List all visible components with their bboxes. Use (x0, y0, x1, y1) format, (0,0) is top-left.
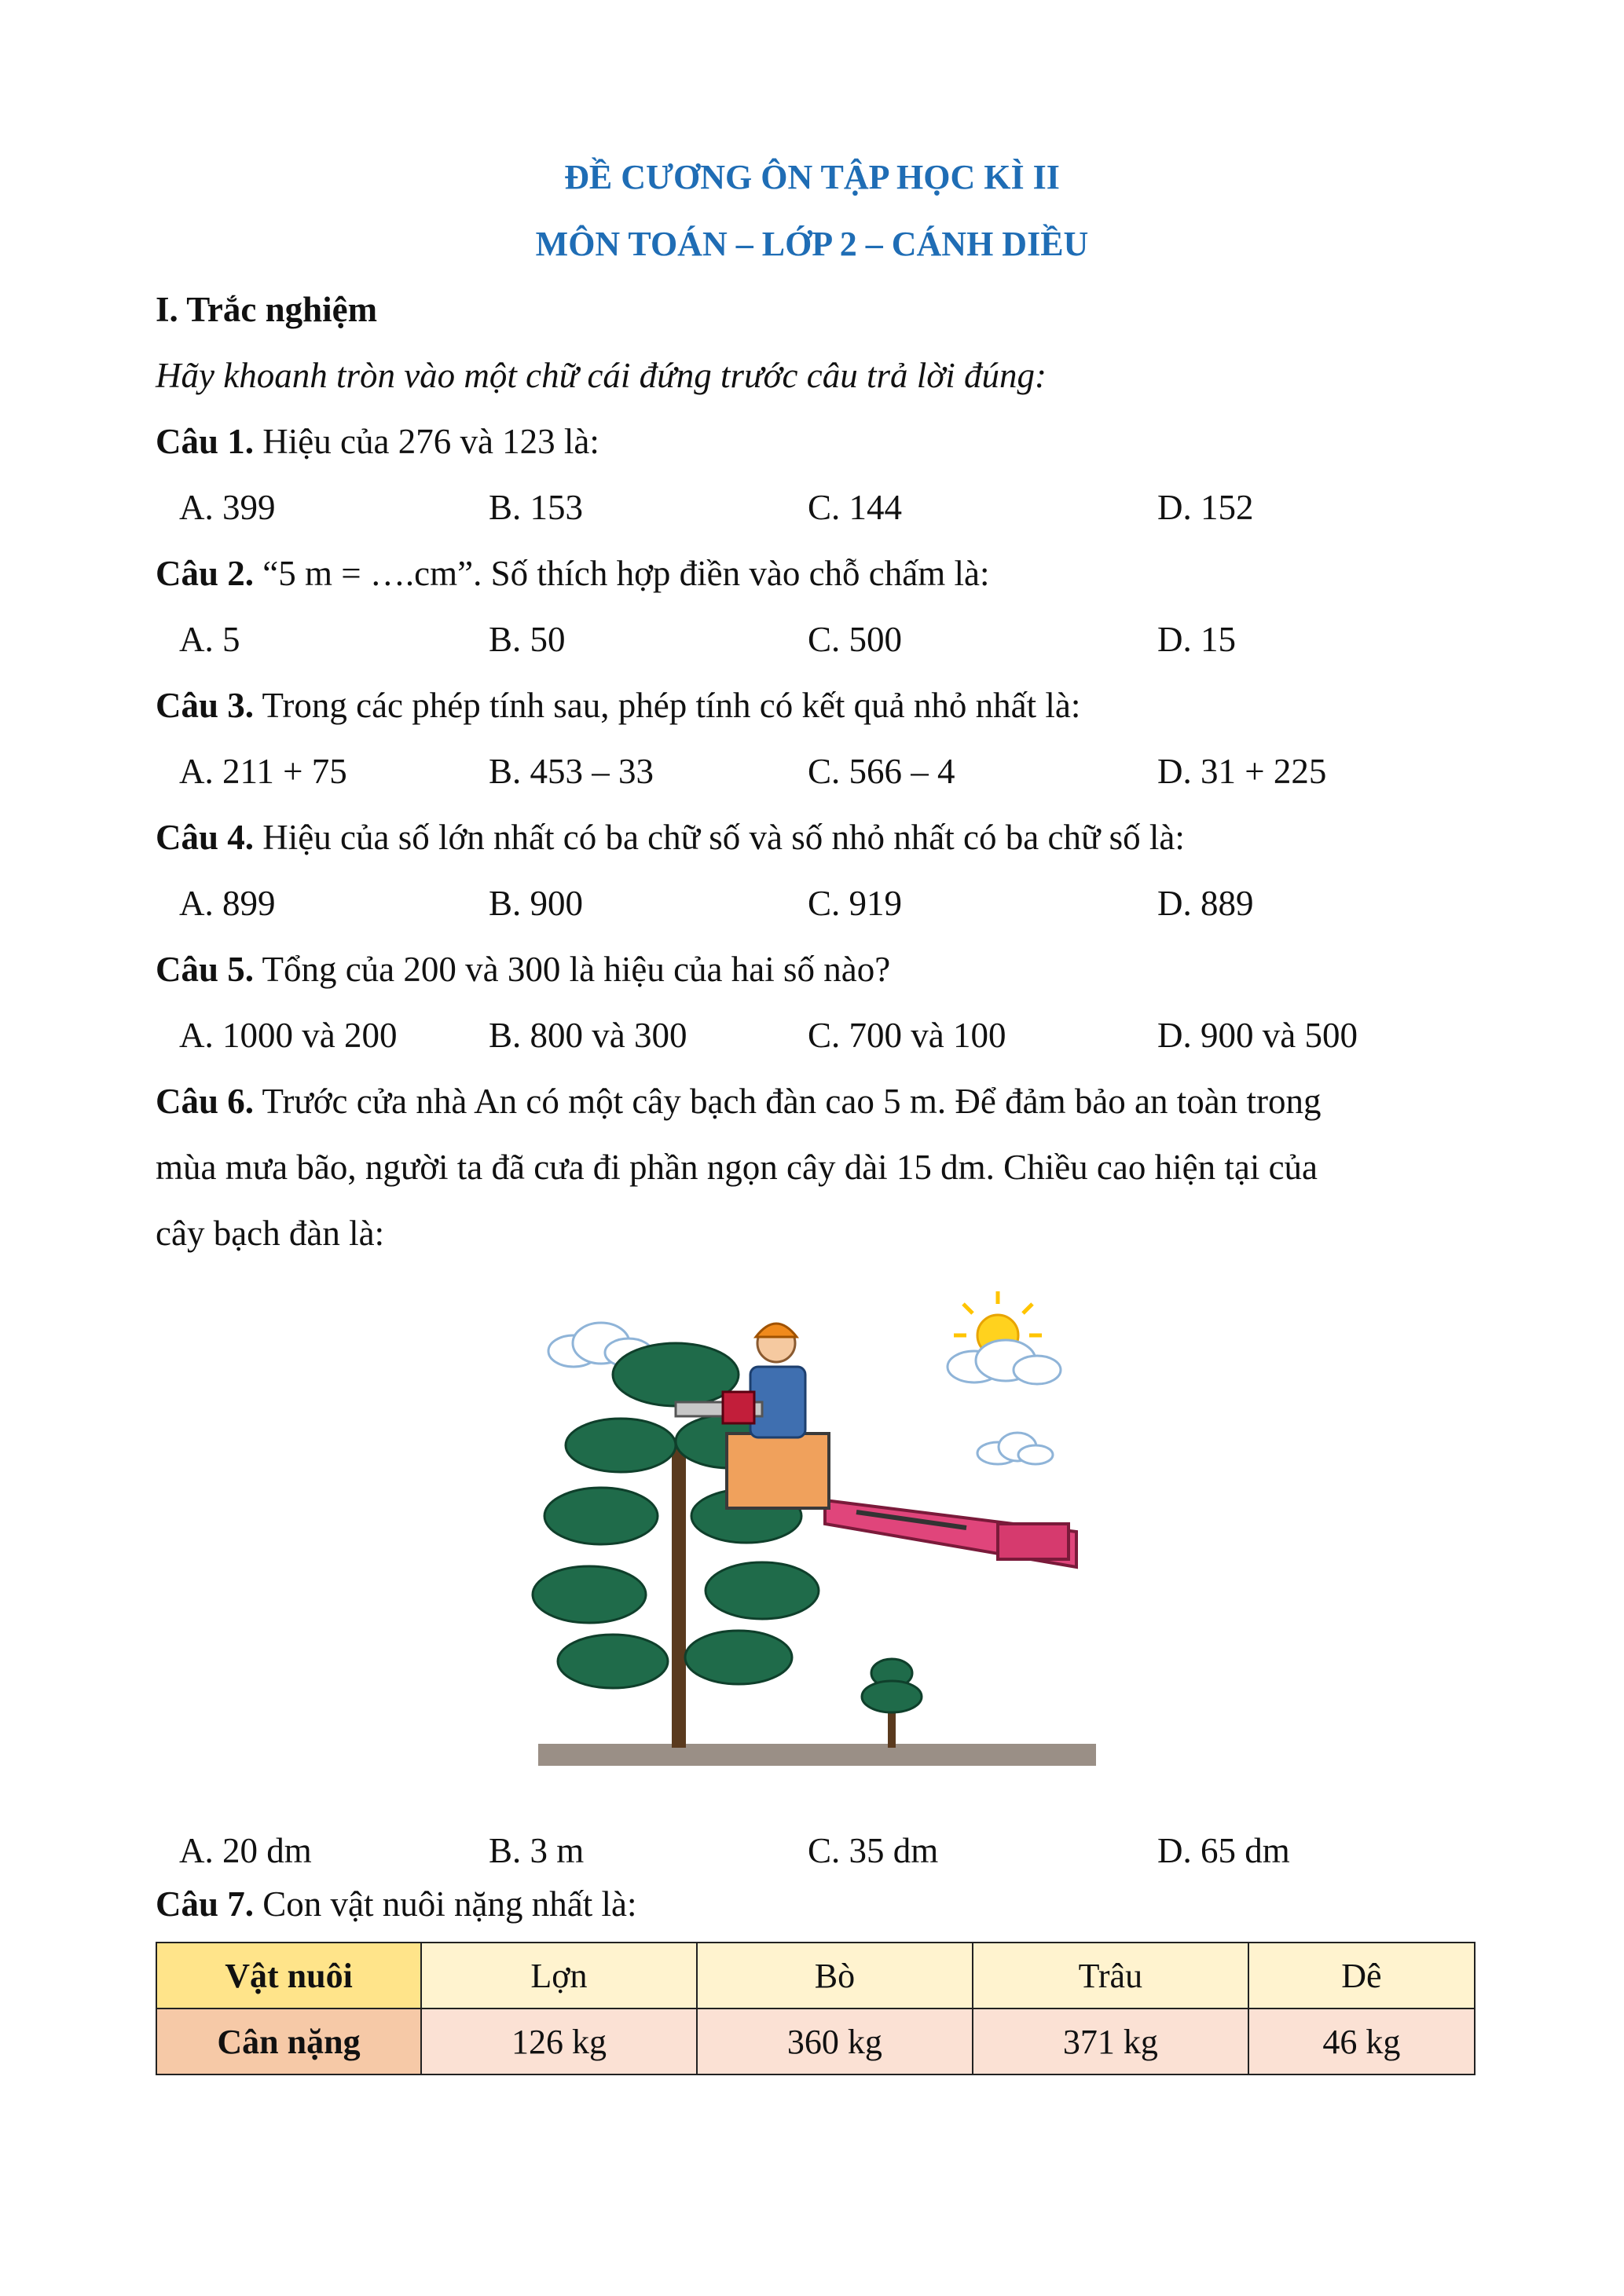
q6-option-c[interactable]: C. 35 dm (808, 1831, 939, 1870)
question-5-label: Câu 5. (156, 950, 255, 989)
q2-option-b[interactable]: B. 50 (489, 620, 566, 659)
small-tree (862, 1659, 922, 1748)
q3-option-d[interactable]: D. 31 + 225 (1157, 752, 1327, 791)
question-1-label: Câu 1. (156, 422, 255, 461)
q5-option-c[interactable]: C. 700 và 100 (808, 1016, 1006, 1055)
q3-option-a[interactable]: A. 211 + 75 (179, 752, 347, 791)
question-6-text: Trước cửa nhà An có một cây bạch đàn cao 5 m. Để đảm bảo an toàn trong (254, 1082, 1322, 1121)
table-row (156, 2009, 1475, 2074)
table-cell: Bò (697, 1943, 973, 2009)
question-3-label: Câu 3. (156, 686, 255, 725)
lift-boom (825, 1500, 1076, 1567)
cloud-with-sun (948, 1340, 1061, 1384)
q1-option-b[interactable]: B. 153 (489, 488, 584, 527)
cloud-right-small (977, 1433, 1053, 1464)
question-6-line-3: cây bạch đàn là: (156, 1214, 385, 1253)
question-4-label: Câu 4. (156, 818, 255, 857)
question-7 (156, 1884, 636, 1924)
q2-option-c[interactable]: C. 500 (808, 620, 903, 659)
table-cell: Dê (1248, 1943, 1475, 2009)
question-3 (156, 685, 1080, 726)
question-2-label: Câu 2. (156, 554, 255, 593)
table-cell: 126 kg (421, 2009, 697, 2074)
title-line-1: ĐỀ CƯƠNG ÔN TẬP HỌC KÌ II (564, 158, 1060, 196)
question-1 (156, 421, 599, 462)
lift-bucket (727, 1434, 829, 1508)
q2-option-d[interactable]: D. 15 (1157, 620, 1236, 659)
q4-option-a[interactable]: A. 899 (179, 884, 276, 923)
ground-strip (538, 1744, 1096, 1766)
question-1-text: Hiệu của 276 và 123 là: (254, 422, 599, 461)
q1-option-a[interactable]: A. 399 (179, 488, 276, 527)
q5-option-a[interactable]: A. 1000 và 200 (179, 1016, 398, 1055)
table-cell: 360 kg (697, 2009, 973, 2074)
table-cell: Trâu (973, 1943, 1248, 2009)
q5-option-d[interactable]: D. 900 và 500 (1157, 1016, 1358, 1055)
question-3-text: Trong các phép tính sau, phép tính có kết quả nhỏ nhất là: (254, 686, 1081, 725)
question-6 (156, 1081, 1322, 1122)
question-4-text: Hiệu của số lớn nhất có ba chữ số và số nhỏ nhất có ba chữ số là: (254, 818, 1185, 857)
q6-option-d[interactable]: D. 65 dm (1157, 1831, 1290, 1870)
question-6-label: Câu 6. (156, 1082, 255, 1121)
q6-option-a[interactable]: A. 20 dm (179, 1831, 312, 1870)
question-6-line-2: mùa mưa bão, người ta đã cưa đi phần ngọn cây dài 15 dm. Chiều cao hiện tại của (156, 1148, 1318, 1187)
q1-option-d[interactable]: D. 152 (1157, 488, 1254, 527)
q2-option-a[interactable]: A. 5 (179, 620, 240, 659)
q6-option-b[interactable]: B. 3 m (489, 1831, 585, 1870)
question-5-text: Tổng của 200 và 300 là hiệu của hai số nào? (254, 950, 891, 989)
table-row (156, 1943, 1475, 2009)
q3-option-c[interactable]: C. 566 – 4 (808, 752, 955, 791)
question-2-text: “5 m = ….cm”. Số thích hợp điền vào chỗ chấm là: (254, 554, 990, 593)
q4-option-d[interactable]: D. 889 (1157, 884, 1254, 923)
animal-weight-table (156, 1942, 1476, 2075)
instruction-text: Hãy khoanh tròn vào một chữ cái đứng trước câu trả lời đúng: (156, 356, 1047, 395)
q3-option-b[interactable]: B. 453 – 33 (489, 752, 654, 791)
question-2 (156, 553, 989, 594)
title-line-2: MÔN TOÁN – LỚP 2 – CÁNH DIỀU (535, 225, 1089, 263)
table-cell: 46 kg (1248, 2009, 1475, 2074)
tree-cutting-illustration (526, 1288, 1108, 1791)
q5-option-b[interactable]: B. 800 và 300 (489, 1016, 687, 1055)
q4-option-b[interactable]: B. 900 (489, 884, 584, 923)
q4-option-c[interactable]: C. 919 (808, 884, 903, 923)
question-7-text: Con vật nuôi nặng nhất là: (254, 1884, 637, 1924)
table-cell: Lợn (421, 1943, 697, 2009)
question-5 (156, 949, 890, 990)
table-header-cell: Cân nặng (156, 2009, 421, 2074)
section-heading: I. Trắc nghiệm (156, 290, 378, 329)
q1-option-c[interactable]: C. 144 (808, 488, 903, 527)
table-cell: 371 kg (973, 2009, 1248, 2074)
question-4 (156, 817, 1185, 858)
table-header-cell: Vật nuôi (156, 1943, 421, 2009)
question-7-label: Câu 7. (156, 1884, 255, 1924)
